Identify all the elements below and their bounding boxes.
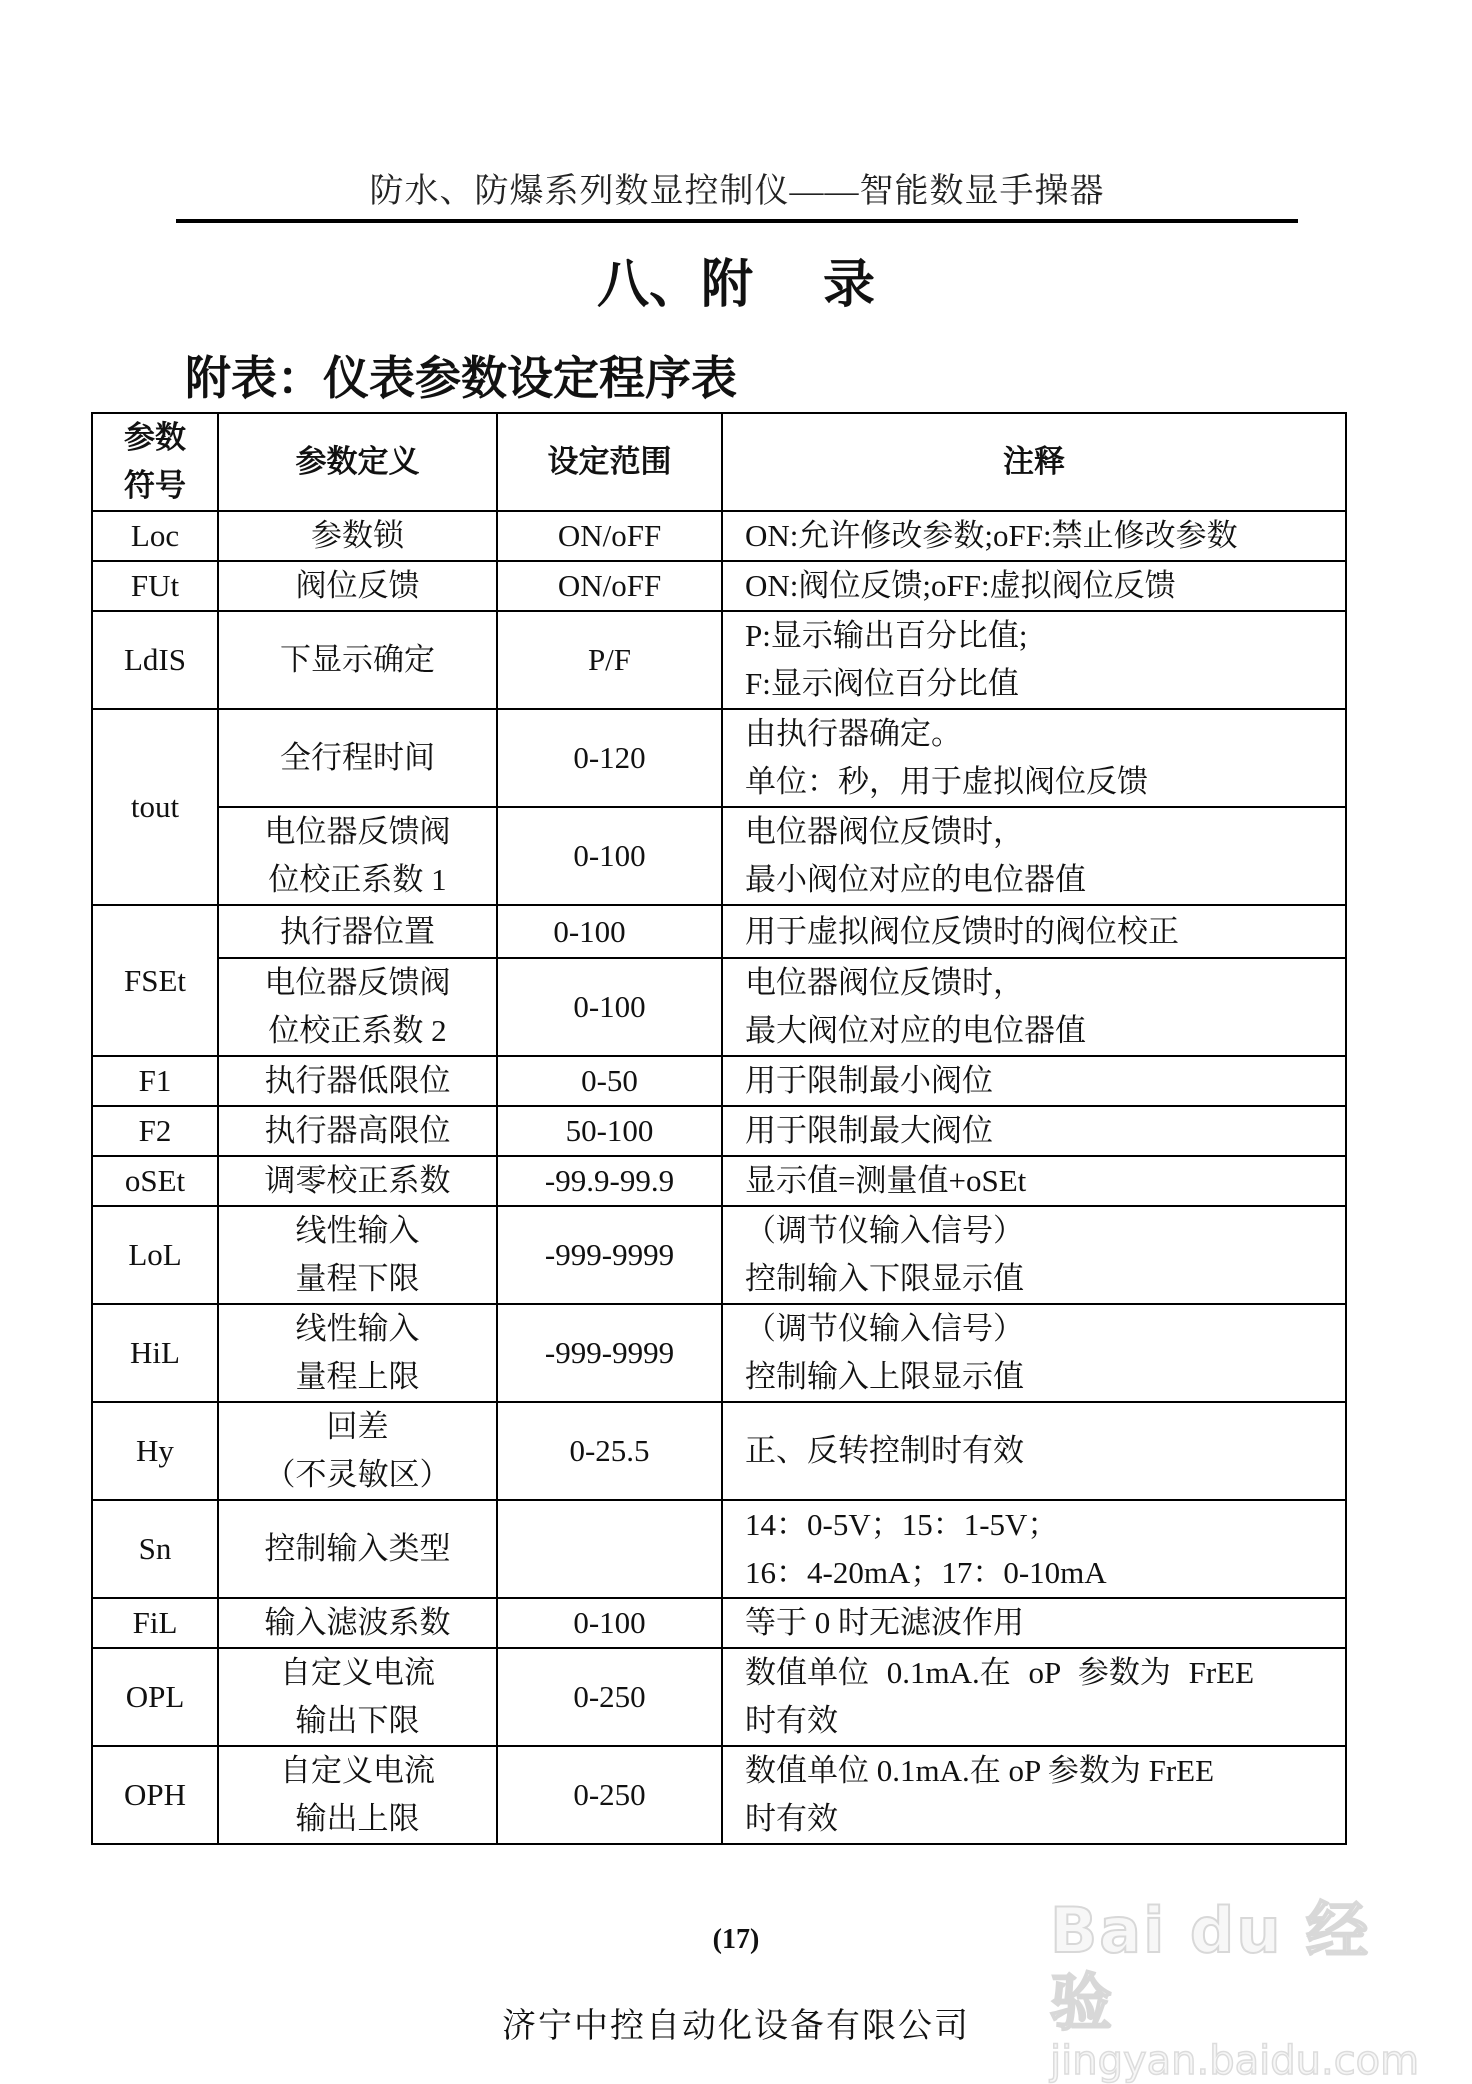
table-row (92, 1304, 1346, 1402)
cell-definition: 控制输入类型 (218, 1500, 497, 1598)
cell-symbol: OPH (92, 1746, 218, 1844)
cell-note: ON:阀位反馈;oFF:虚拟阀位反馈 (722, 561, 1346, 611)
note-line: P:显示输出百分比值; (745, 618, 1028, 653)
cell-range: 50-100 (497, 1106, 722, 1156)
header-rule (176, 219, 1298, 223)
note-line: 单位：秒，用于虚拟阀位反馈 (745, 764, 1148, 799)
note-line: 电位器阀位反馈时， (745, 965, 1024, 1000)
page-number: (17) (712, 1924, 760, 1955)
cell-note (722, 1500, 1346, 1598)
cell-note: 显示值=测量值+oSEt (722, 1156, 1346, 1206)
cell-note (722, 611, 1346, 709)
table-row (92, 905, 1346, 958)
column-header-symbol (92, 413, 218, 511)
cell-note: 用于限制最大阀位 (722, 1106, 1346, 1156)
table-row (92, 1648, 1346, 1746)
table-row (92, 1156, 1346, 1206)
cell-definition: 全行程时间 (218, 709, 497, 807)
cell-definition: 执行器位置 (218, 905, 497, 958)
cell-note (722, 1304, 1346, 1402)
note-line: （调节仪输入信号） (745, 1311, 1024, 1346)
watermark-url: jingyan.baidu.com (1050, 2038, 1420, 2084)
cell-symbol: OPL (92, 1648, 218, 1746)
table-row (92, 1500, 1346, 1598)
definition-line: 量程下限 (295, 1261, 420, 1296)
cell-note (722, 1648, 1346, 1746)
cell-range: ON/oFF (497, 561, 722, 611)
cell-definition: 阀位反馈 (218, 561, 497, 611)
column-header-symbol-line-2: 符号 (124, 468, 186, 503)
cell-symbol: LoL (92, 1206, 218, 1304)
chapter-title-part-2: 录 (823, 257, 876, 314)
cell-definition: 调零校正系数 (218, 1156, 497, 1206)
cell-definition: 下显示确定 (218, 611, 497, 709)
cell-range (497, 1500, 722, 1598)
note-line: 电位器阀位反馈时， (745, 814, 1024, 849)
table-row (92, 807, 1346, 905)
cell-range: -999-9999 (497, 1304, 722, 1402)
cell-note (722, 1746, 1346, 1844)
definition-line: 输出下限 (295, 1703, 420, 1738)
table-row (92, 1056, 1346, 1106)
cell-definition (218, 1206, 497, 1304)
note-line: 由执行器确定。 (745, 716, 962, 751)
cell-symbol: F2 (92, 1106, 218, 1156)
note-line: （调节仪输入信号） (745, 1213, 1024, 1248)
baidu-watermark (1050, 1894, 1420, 2084)
chapter-title (0, 256, 1472, 316)
chapter-title-part-1: 八、附 (596, 257, 753, 314)
note-line: 16：4-20mA；17：0-10mA (745, 1555, 1107, 1590)
definition-line: 电位器反馈阀 (264, 965, 451, 1000)
cell-note (722, 709, 1346, 807)
cell-note: 正、反转控制时有效 (722, 1402, 1346, 1500)
cell-range: P/F (497, 611, 722, 709)
table-row (92, 1206, 1346, 1304)
cell-definition (218, 1648, 497, 1746)
definition-line: 线性输入 (295, 1311, 420, 1346)
company-name: 济宁中控自动化设备有限公司 (502, 2008, 970, 2045)
definition-line: 回差 (326, 1409, 389, 1444)
column-header-note-label: 注释 (1003, 444, 1065, 479)
table-row (92, 958, 1346, 1056)
cell-definition (218, 958, 497, 1056)
cell-range: 0-50 (497, 1056, 722, 1106)
column-header-definition-label: 参数定义 (295, 444, 420, 479)
cell-range: 0-100 (497, 807, 722, 905)
definition-line: 位校正系数 1 (268, 862, 447, 897)
note-line: 时有效 (745, 1703, 838, 1738)
cell-symbol: F1 (92, 1056, 218, 1106)
definition-line: 位校正系数 2 (268, 1013, 447, 1048)
column-header-range-label: 设定范围 (547, 444, 672, 479)
running-header: 防水、防爆系列数显控制仪——智能数显手操器 (369, 173, 1105, 210)
table-row (92, 511, 1346, 561)
cell-symbol: LdIS (92, 611, 218, 709)
note-line: 控制输入上限显示值 (745, 1359, 1024, 1394)
column-header-symbol-line-1: 参数 (124, 420, 186, 455)
table-row (92, 1746, 1346, 1844)
cell-symbol: HiL (92, 1304, 218, 1402)
cell-symbol: Sn (92, 1500, 218, 1598)
definition-line: 电位器反馈阀 (264, 814, 451, 849)
cell-definition (218, 1402, 497, 1500)
cell-note (722, 1206, 1346, 1304)
table-row (92, 1598, 1346, 1648)
definition-line: 量程上限 (295, 1359, 420, 1394)
table-row (92, 709, 1346, 807)
table-row (92, 611, 1346, 709)
cell-definition: 参数锁 (218, 511, 497, 561)
cell-definition (218, 1304, 497, 1402)
cell-range: 0-120 (497, 709, 722, 807)
column-header-range (497, 413, 722, 511)
cell-range: 0-250 (497, 1746, 722, 1844)
table-row (92, 561, 1346, 611)
cell-range: -99.9-99.9 (497, 1156, 722, 1206)
cell-symbol: Hy (92, 1402, 218, 1500)
note-line: 数值单位 0.1mA.在 oP 参数为 FrEE (745, 1655, 1255, 1690)
note-line: 最小阀位对应的电位器值 (745, 862, 1086, 897)
cell-note: 用于虚拟阀位反馈时的阀位校正 (722, 905, 1346, 958)
table-row (92, 1402, 1346, 1500)
definition-line: （不灵敏区） (264, 1457, 451, 1492)
note-line: 14：0-5V；15：1-5V； (745, 1507, 1059, 1542)
note-line: 数值单位 0.1mA.在 oP 参数为 FrEE (745, 1753, 1215, 1788)
column-header-definition (218, 413, 497, 511)
table-header-row (92, 413, 1346, 511)
definition-line: 线性输入 (295, 1213, 420, 1248)
table-row (92, 1106, 1346, 1156)
cell-symbol: Loc (92, 511, 218, 561)
cell-range: 0-100 (497, 1598, 722, 1648)
cell-definition: 执行器低限位 (218, 1056, 497, 1106)
cell-symbol: FiL (92, 1598, 218, 1648)
cell-symbol: FSEt (92, 905, 218, 1056)
note-line: 控制输入下限显示值 (745, 1261, 1024, 1296)
note-line: 时有效 (745, 1801, 838, 1836)
definition-line: 输出上限 (295, 1801, 420, 1836)
cell-symbol: tout (92, 709, 218, 905)
cell-definition: 执行器高限位 (218, 1106, 497, 1156)
cell-symbol: FUt (92, 561, 218, 611)
cell-definition (218, 1746, 497, 1844)
cell-note: 等于 0 时无滤波作用 (722, 1598, 1346, 1648)
cell-definition (218, 807, 497, 905)
column-header-note (722, 413, 1346, 511)
table-title: 附表：仪表参数设定程序表 (185, 353, 737, 404)
parameter-table (91, 412, 1345, 1845)
cell-range: 0-100 (497, 958, 722, 1056)
cell-range: ON/oFF (497, 511, 722, 561)
cell-range: 0-250 (497, 1648, 722, 1746)
cell-note (722, 958, 1346, 1056)
cell-range: 0-25.5 (497, 1402, 722, 1500)
cell-note: 用于限制最小阀位 (722, 1056, 1346, 1106)
cell-note (722, 807, 1346, 905)
cell-range: -999-9999 (497, 1206, 722, 1304)
baidu-logo-icon: Bai du 经验 (1050, 1894, 1371, 2039)
definition-line: 自定义电流 (280, 1655, 435, 1690)
definition-line: 自定义电流 (280, 1753, 435, 1788)
cell-range: 0-100 (497, 905, 722, 958)
cell-note: ON:允许修改参数;oFF:禁止修改参数 (722, 511, 1346, 561)
note-line: F:显示阀位百分比值 (745, 666, 1019, 701)
cell-definition: 输入滤波系数 (218, 1598, 497, 1648)
note-line: 最大阀位对应的电位器值 (745, 1013, 1086, 1048)
cell-symbol: oSEt (92, 1156, 218, 1206)
